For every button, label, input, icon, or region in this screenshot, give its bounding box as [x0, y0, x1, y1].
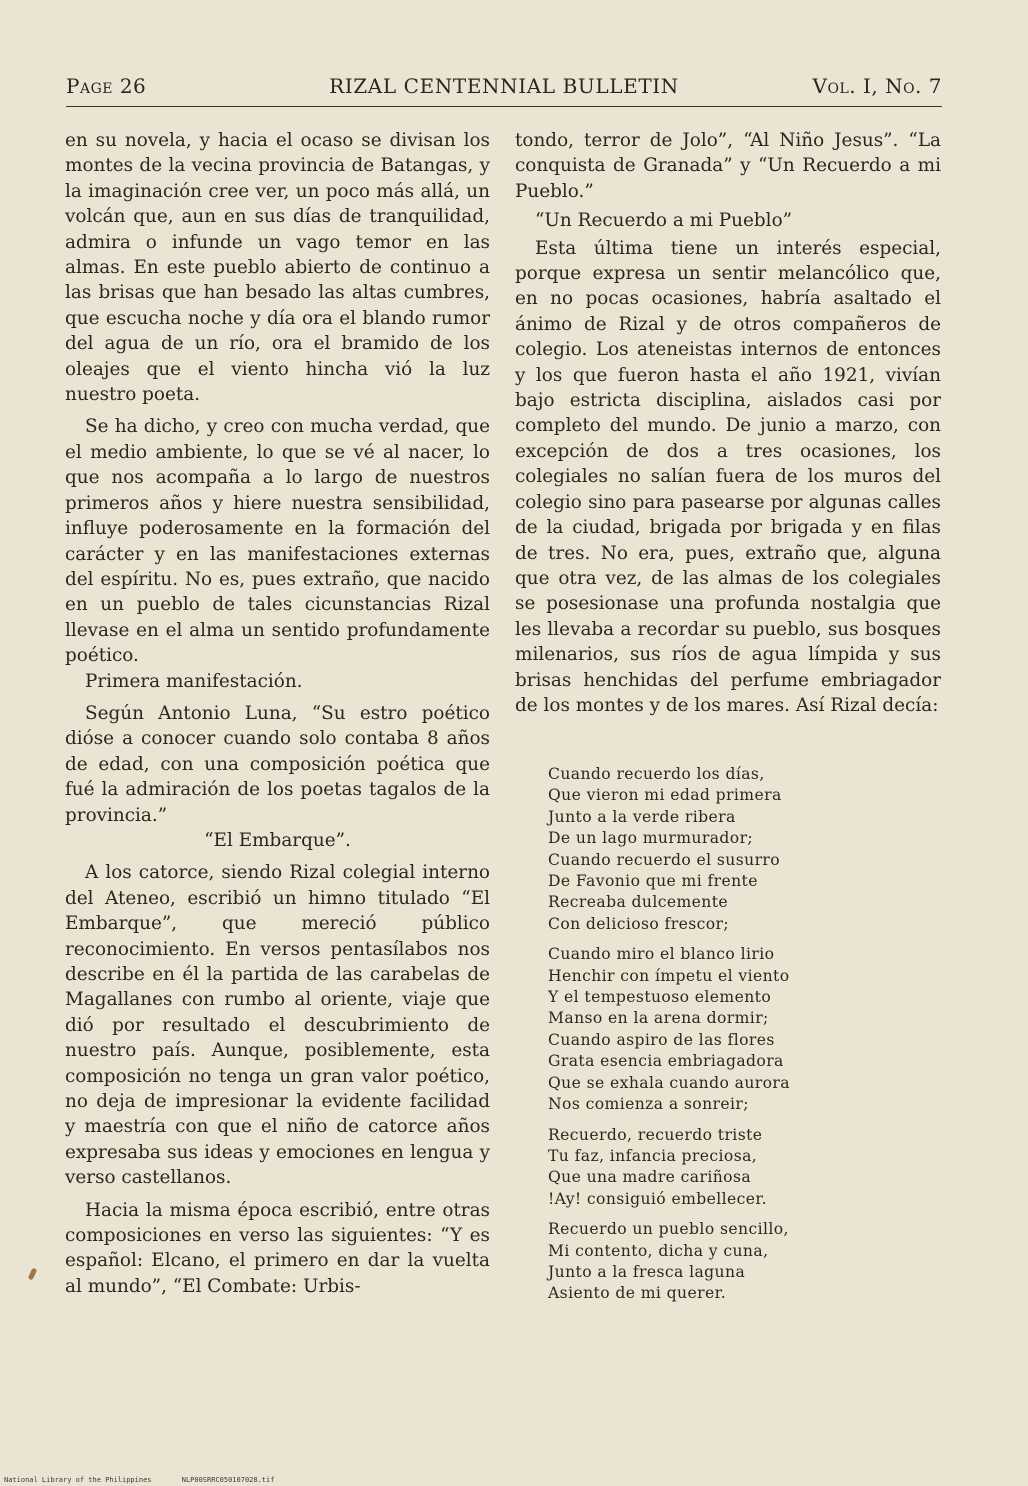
paragraph: Se ha dicho, y creo con mucha verdad, que el medio ambiente, lo que se vé al nacer, lo que nos acompaña a lo largo de nuestros primeros años y hiere nuestra sensibilidad, influye poderosamente en la formación del carácter y en las manifestaciones externas del espíritu. No es, pues extraño, que nacido en un pueblo de tales cicunstancias Rizal llevase en el alma un sentido profundamente poético. — [65, 416, 490, 667]
page-header — [66, 74, 942, 104]
poem-line: !Ay! consiguió embellecer. — [548, 1189, 767, 1208]
poem-line: Asiento de mi querer. — [548, 1284, 727, 1303]
poem-line: Con delicioso frescor; — [548, 914, 730, 933]
library-credit: National Library of the Philippines — [4, 1476, 152, 1484]
section-title: “El Embarque”. — [204, 829, 351, 851]
poem-line: Nos comienza a sonreir; — [548, 1095, 749, 1114]
poem-line: Que se exhala cuando aurora — [548, 1073, 790, 1092]
poem-line: Junto a la fresca laguna — [548, 1262, 746, 1281]
paragraph: Esta última tiene un interés especial, porque expresa un sentir melancólico que, en no pocas ocasiones, habría asaltado el ánimo de Rizal y de otros compañeros de colegio. Los ateneistas internos de entonces y los que fueron hasta el año 1921, vivían bajo estricta disciplina, aislados casi por completo del mundo. De junio a marzo, con excepción de dos a tres ocasiones, los colegiales no salían fuera de los muros del colegio sino para pasearse por algunas calles de la ciudad, brigada por brigada y en filas de tres. No era, pues, extraño que, alguna que otra vez, de las almas de los colegiales se posesionase una profunda nostalgia que les llevaba a recordar su pueblo, sus bosques milenarios, sus ríos de agua límpida y sus brisas henchidas del perfume embriagador de los montes y de los mares. Así Rizal decía: — [515, 237, 941, 716]
right-column — [515, 128, 941, 718]
poem-line: Manso en la arena dormir; — [548, 1009, 769, 1028]
poem-line: Recreaba dulcemente — [548, 893, 729, 912]
header-rule — [66, 106, 942, 107]
page-number: Page 26 — [66, 74, 147, 98]
poem-line: Recuerdo, recuerdo triste — [548, 1125, 763, 1144]
paragraph: Hacia la misma época escribió, entre otras composiciones en verso las siguientes: “Y es español: Elcano, el primero en dar la vuelta al mundo”, “El Combate: Urbis- — [65, 1199, 490, 1297]
poem-line: Mi contento, dicha y cuna, — [548, 1241, 769, 1260]
poem-line: Tu faz, infancia preciosa, — [548, 1146, 758, 1165]
poem-line: Cuando aspiro de las flores — [548, 1030, 775, 1049]
poem-line: Henchir con ímpetu el viento — [548, 966, 790, 985]
file-name: NLP00SRRC050107028.tif — [181, 1476, 275, 1484]
subheading: Primera manifestación. — [85, 670, 303, 692]
poem-line: Que una madre cariñosa — [548, 1168, 752, 1187]
poem-line: Cuando recuerdo el susurro — [548, 850, 781, 869]
volume-number: Vol. I, No. 7 — [812, 74, 942, 98]
poem-line: Cuando miro el blanco lirio — [548, 945, 775, 964]
poem — [548, 764, 928, 1314]
paragraph: Según Antonio Luna, “Su estro poético dióse a conocer cuando solo contaba 8 años de edad, con una composición poética que fué la admiración de los poetas tagalos de la provincia.” — [65, 702, 490, 826]
poem-stanza — [548, 944, 928, 1115]
scan-footer — [4, 1476, 300, 1484]
paragraph: A los catorce, siendo Rizal colegial interno del Ateneo, escribió un himno titulado “El Embarque”, que mereció público reconocimiento. En versos pentasílabos nos describe en él la partida de las carabelas de Magallanes con rumbo al oriente, viaje que dió por resultado el descubrimiento de nuestro país. Aunque, posiblemente, esta composición no tenga un gran valor poético, no deja de impresionar la evidente facilidad y maestría con que el niño de catorce años expresaba sus ideas y emociones en lengua y verso castellanos. — [65, 862, 490, 1189]
poem-line: Recuerdo un pueblo sencillo, — [548, 1220, 789, 1239]
poem-line: Que vieron mi edad primera — [548, 786, 782, 805]
poem-line: De un lago murmurador; — [548, 829, 754, 848]
poem-stanza — [548, 1219, 928, 1305]
poem-stanza — [548, 1125, 928, 1211]
poem-line: Junto a la verde ribera — [548, 807, 736, 826]
section-title: “Un Recuerdo a mi Pueblo” — [535, 210, 793, 232]
poem-line: De Favonio que mi frente — [548, 872, 758, 891]
left-column — [65, 128, 490, 1299]
publication-title: RIZAL CENTENNIAL BULLETIN — [329, 74, 679, 98]
paragraph: tondo, terror de Jolo”, “Al Niño Jesus”. “La conquista de Granada” y “Un Recuerdo a mi Pueblo.” — [515, 130, 941, 202]
paragraph: en su novela, y hacia el ocaso se divisan los montes de la vecina provincia de Batangas, y la imaginación cree ver, un poco más allá, un volcán que, aun en sus días de tranquilidad, admira o infunde un vago temor en las almas. En este pueblo abierto de continuo a las brisas que han besado las altas cumbres, que escucha noche y día ora el blando rumor del agua de un río, ora el bramido de los oleajes que el viento hincha vió la luz nuestro poeta. — [65, 130, 490, 406]
poem-line: Grata esencia embriagadora — [548, 1052, 784, 1071]
poem-stanza — [548, 764, 928, 935]
poem-line: Y el tempestuoso elemento — [548, 988, 772, 1007]
ink-mark — [28, 1268, 38, 1281]
poem-line: Cuando recuerdo los días, — [548, 765, 765, 783]
